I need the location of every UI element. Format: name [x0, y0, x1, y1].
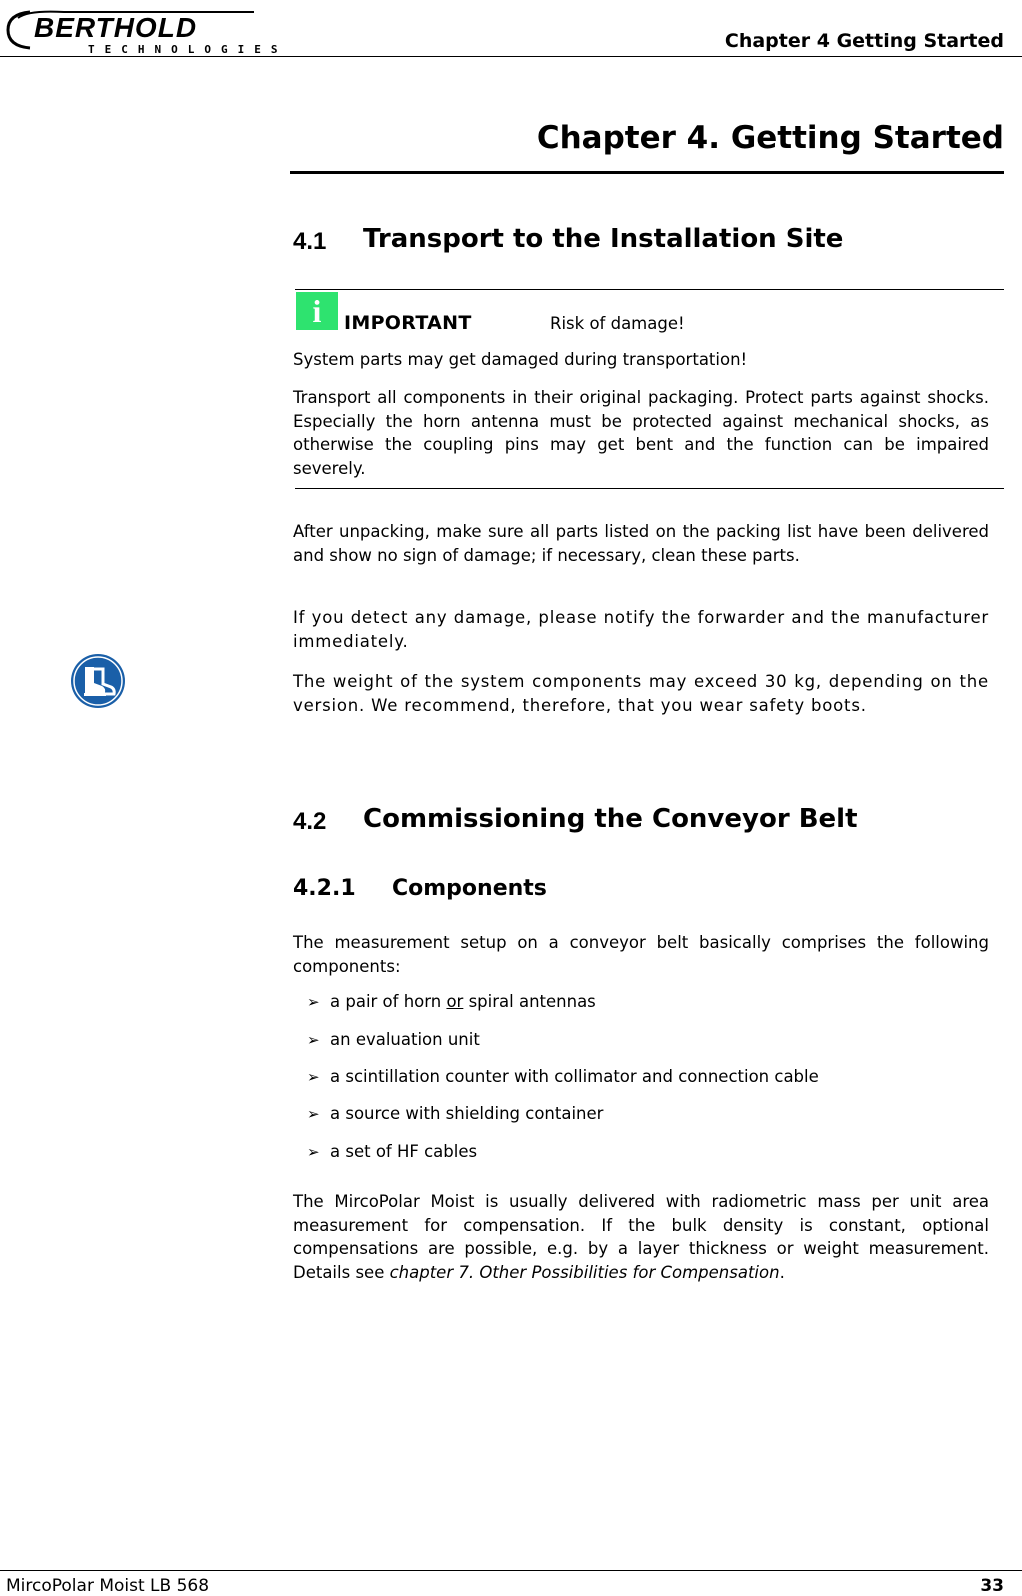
list-item — [307, 1142, 478, 1161]
section-4-2-1-title: Components — [392, 876, 547, 901]
chapter-title-underline — [290, 171, 1004, 174]
bullet-text-underlined: or — [446, 992, 464, 1011]
berthold-logo — [4, 6, 304, 56]
important-line-2: Transport all components in their original packaging. Protect parts against shocks. Especially the horn antenna must be protected against mechanical shocks, as otherwise the coupling pins may get bent and the function can be impaired severely. — [293, 388, 989, 478]
page-number: 33 — [980, 1576, 1004, 1596]
footer-product-name: MircoPolar Moist LB 568 — [6, 1576, 210, 1596]
svg-text:BERTHOLD: BERTHOLD — [34, 12, 198, 43]
paragraph-weight: The weight of the system components may exceed 30 kg, depending on the version. We recommend, therefore, that you wear safety boots. — [293, 672, 989, 715]
bullet-text: spiral antennas — [463, 992, 596, 1011]
bullet-arrow-icon: ➢ — [307, 1068, 320, 1086]
svg-text:TECHNOLOGIES: TECHNOLOGIES — [88, 43, 288, 56]
bullet-arrow-icon: ➢ — [307, 993, 320, 1011]
list-item — [307, 1030, 480, 1049]
header-chapter-title: Chapter 4 Getting Started — [724, 30, 1004, 52]
paragraph-unpacking: After unpacking, make sure all parts listed on the packing list have been delivered and show no sign of damage; if necessary, clean these parts. — [293, 522, 989, 565]
section-4-2-1-number: 4.2.1 — [293, 876, 356, 901]
bullet-arrow-icon: ➢ — [307, 1105, 320, 1123]
bullet-text: a set of HF cables — [330, 1142, 478, 1161]
section-4-1-number: 4.1 — [293, 228, 327, 255]
chapter-title: Chapter 4. Getting Started — [536, 120, 1004, 156]
important-label: IMPORTANT — [344, 312, 472, 334]
compensation-end: . — [779, 1262, 785, 1282]
section-4-2-title: Commissioning the Conveyor Belt — [363, 804, 858, 834]
bullet-text: a source with shielding container — [330, 1104, 604, 1123]
important-box-bottom-rule — [295, 488, 1004, 489]
list-item — [307, 1104, 604, 1123]
important-line-1: System parts may get damaged during transportation! — [293, 350, 748, 369]
components-intro: The measurement setup on a conveyor belt basically comprises the following components: — [293, 933, 989, 976]
bullet-text: a scintillation counter with collimator and connection cable — [330, 1067, 819, 1086]
footer-divider — [0, 1570, 1022, 1571]
info-icon: i — [296, 292, 338, 330]
important-box-top-rule — [295, 289, 1004, 290]
section-4-2-number: 4.2 — [293, 808, 327, 835]
bullet-text: a pair of horn — [330, 992, 447, 1011]
bullet-arrow-icon: ➢ — [307, 1143, 320, 1161]
paragraph-damage: If you detect any damage, please notify the forwarder and the manufacturer immediately. — [293, 608, 989, 651]
header-divider — [0, 56, 1022, 57]
compensation-paragraph — [293, 1190, 989, 1284]
list-item — [307, 1067, 819, 1086]
bullet-text: an evaluation unit — [330, 1030, 480, 1049]
list-item — [307, 992, 596, 1011]
safety-boots-icon — [70, 653, 126, 709]
chapter-reference: chapter 7. Other Possibilities for Compensation — [389, 1262, 780, 1282]
compensation-text: The MircoPolar Moist is usually delivered with radiometric mass per unit area measurement for compensation. If the bulk density is constant, optional compensations are possible, e.g. by a layer thickness or weight measurement. Details see — [293, 1192, 989, 1282]
important-risk: Risk of damage! — [550, 314, 685, 333]
bullet-arrow-icon: ➢ — [307, 1031, 320, 1049]
section-4-1-title: Transport to the Installation Site — [363, 224, 844, 254]
